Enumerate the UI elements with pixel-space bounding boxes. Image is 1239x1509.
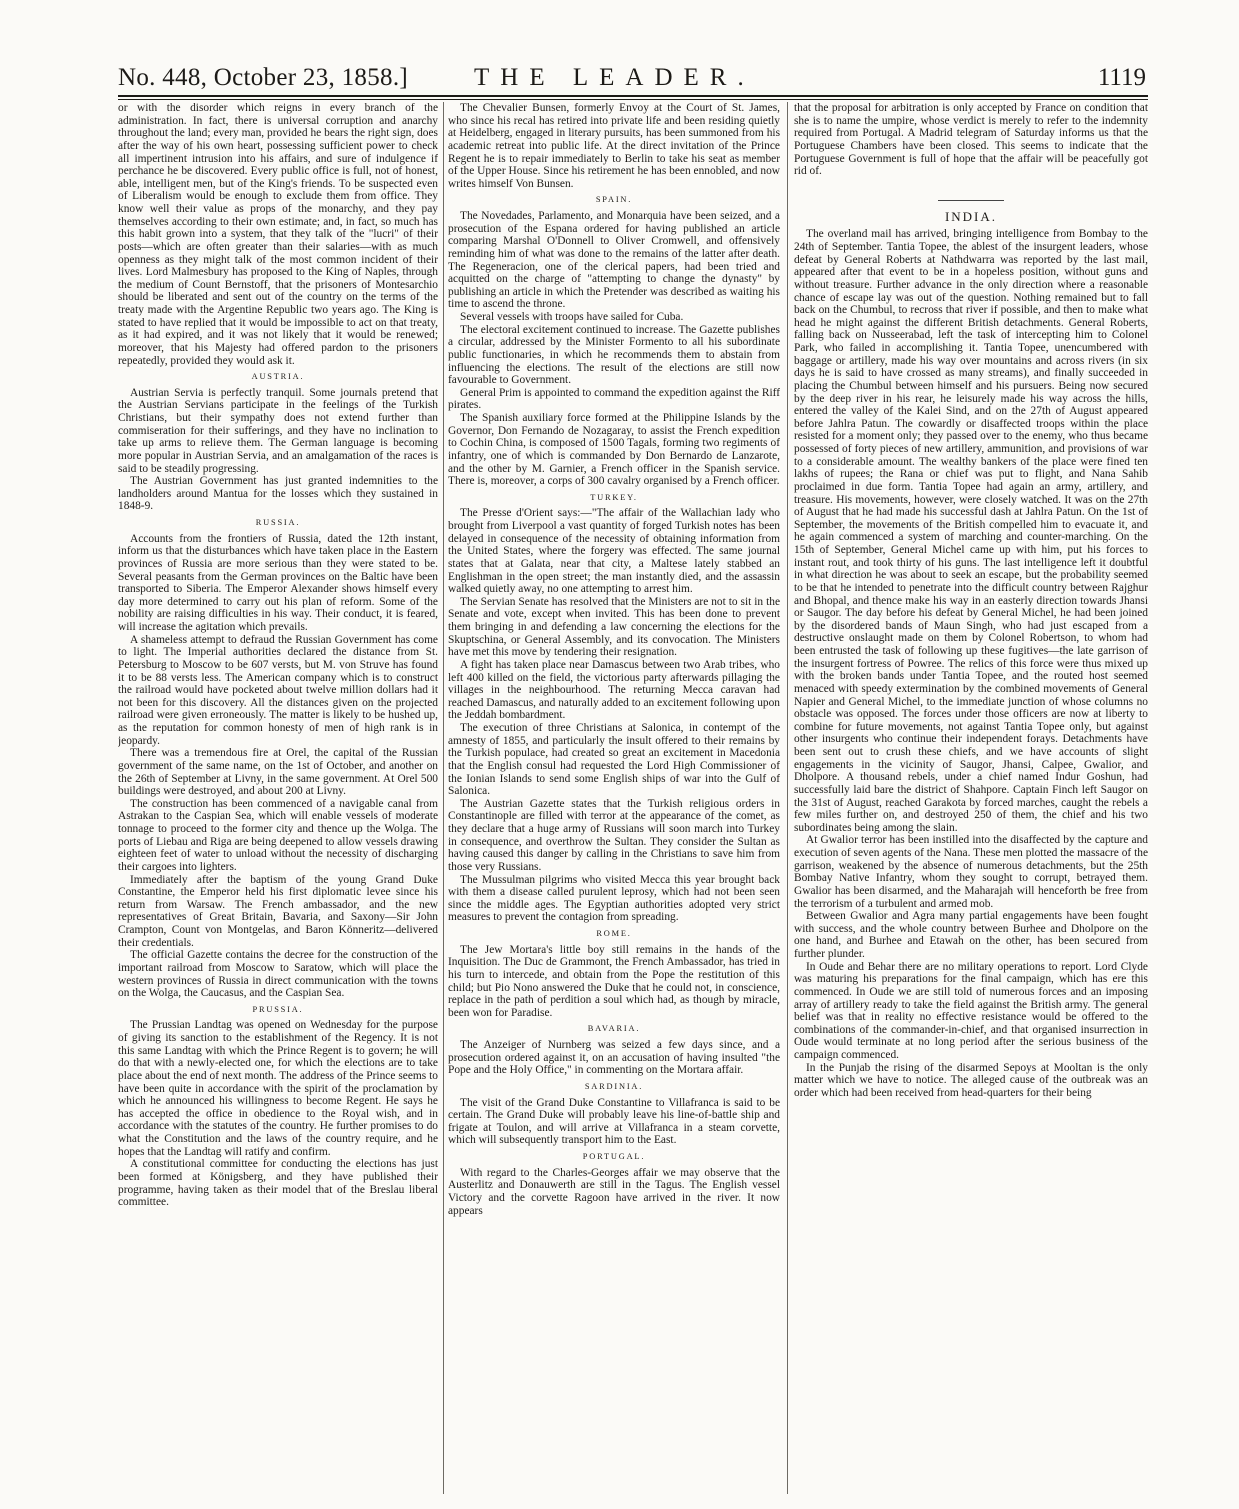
section-heading-portugal: PORTUGAL.	[582, 1152, 646, 1161]
paragraph: General Prim is appointed to command the expedition against the Riff pirates.	[448, 386, 780, 412]
column-divider	[443, 102, 444, 1494]
paragraph: The visit of the Grand Duke Constantine to Villafranca is said to be certain. The Grand Duke will probably leave his line-of-battle ship and frigate at Toulon, and will arrive at Villafranca in a steam corvette, which will subsequently transport him to the East.	[448, 1096, 780, 1147]
paragraph: The Austrian Government has just granted indemnities to the landholders around Mantua for the losses which they sustained in 1848-9.	[118, 475, 438, 513]
paragraph: The Chevalier Bunsen, formerly Envoy at the Court of St. James, who since his recal has retired into private life and been residing quietly at Heidelberg, engaged in literary pursuits, has been summoned from his academic retreat into public life. At the direct invitation of the Prince Regent he is to repair immediately to Berlin to take his seat as member of the Upper House. Since his retirement he has been ennobled, and now writes himself Von Bunsen.	[448, 102, 780, 190]
section-heading-sardinia: SARDINIA.	[584, 1081, 644, 1091]
section-heading-austria: AUSTRIA.	[251, 372, 305, 382]
header-rule-thin	[118, 99, 1148, 100]
newspaper-title: THE LEADER.	[474, 64, 755, 91]
section-heading-india: INDIA.	[944, 208, 998, 224]
paragraph: Accounts from the frontiers of Russia, dated the 12th instant, inform us that the disturbances which have taken place in the Eastern provinces of Russia are more serious than they were stated to be. Several peasants from the German provinces on the Baltic have been transported to Siberia. The Emperor Alexander shows himself every day more determined to carry out his plan of reform. Some of the nobility are raising difficulties in his way. Their conduct, it is feared, will increase the agitation which prevails.	[118, 532, 438, 633]
paragraph: At Gwalior terror has been instilled into the disaffected by the capture and execution of seven agents of the Nana. These men plotted the massacre of the garrison, weakened by the absence of numerous detachments, but the 25th Bombay Native Infantry, whom they sought to corrupt, betrayed them. Gwalior has been disarmed, and the Maharajah will henceforth be free from the terrorism of a turbulent and armed mob.	[794, 834, 1148, 910]
paragraph: Several vessels with troops have sailed for Cuba.	[460, 311, 684, 323]
paragraph: The Spanish auxiliary force formed at the Philippine Islands by the Governor, Don Fernando de Nozagaray, to assist the French expedition to Cochin China, is composed of 1500 Tagals, forming two regiments of infantry, one of which is commanded by Don Bernardo de Lanzarote, and the other by M. Garnier, a French officer in the Spanish service. There is, moreover, a corps of 300 cavalry organised by a French officer.	[448, 412, 780, 488]
section-heading-turkey: TURKEY.	[590, 492, 638, 502]
column-1	[118, 102, 438, 1494]
paragraph: The electoral excitement continued to increase. The Gazette publishes a circular, addressed by the Minister Formento to all his subordinate public functionaries, in which he recommends them to abstain from influencing the elections. The result of the elections are still now favourable to Government.	[448, 323, 780, 387]
paragraph: The execution of three Christians at Salonica, in contempt of the amnesty of 1855, and particularly the insult offered to their remains by the Turkish populace, had created so great an excitement in Macedonia that the English consul had requested the Lord High Commissioner of the Ionian Islands to send some English ships of war into the Gulf of Salonica.	[448, 722, 780, 798]
paragraph: In Oude and Behar there are no military operations to report. Lord Clyde was maturing his preparations for the final campaign, which has ere this commenced. In Oude we are still told of numerous forces and an imposing array of artillery ready to take the field against the British army. The general belief was that in reality no effective resistance would be offered to the combinations of the commander-in-chief, and that organised insurrection in Oude would terminate at no long period after the serious business of the campaign commenced.	[794, 960, 1148, 1061]
paragraph: The Novedades, Parlamento, and Monarquia have been seized, and a prosecution of the Espana ordered for having published an article comparing Marshal O'Donnell to Oliver Cromwell, and offensively reminding him of what was done to the remains of the latter after death. The Regeneracion, one of the clerical papers, had been tried and acquitted on the charge of "attempting to change the dynasty" by publishing an article in which the Pretender was described as waiting his time to ascend the throne.	[448, 210, 780, 311]
section-heading-bavaria: BAVARIA.	[587, 1024, 641, 1034]
section-heading-russia: RUSSIA.	[255, 518, 301, 527]
paragraph: In the Punjab the rising of the disarmed Sepoys at Mooltan is the only matter which we have to notice. The alleged cause of the outbreak was an order which had been received from head-quarters for their being	[794, 1061, 1148, 1099]
paragraph: With regard to the Charles-Georges affair we may observe that the Austerlitz and Donauwerth are still in the Tagus. The English vessel Victory and the corvette Ragoon have arrived in the river. It now appears	[448, 1166, 780, 1217]
paragraph: The Prussian Landtag was opened on Wednesday for the purpose of giving its sanction to the establishment of the Regency. It is not this same Landtag with which the Prince Regent is to govern; he will do that with a newly-elected one, for which the elections are to take place about the end of next month. The address of the Prince seems to have been quite in accordance with the spirit of the proclamation by which he announced his willingness to become Regent. He says he has accepted the office in obedience to the Royal wish, and in accordance with the statutes of the country. He further promises to do what the Constitution and the laws of the country require, and he hopes that the Landtag will ratify and confirm.	[118, 1019, 438, 1158]
paragraph: A shameless attempt to defraud the Russian Government has come to light. The Imperial authorities declared the distance from St. Petersburg to Moscow to be 607 versts, but M. von Struve has found it to be 88 versts less. The American company which is to construct the railroad would have pocketed about twelve million dollars had it not been for this discovery. All the distances given on the projected railroad were given erroneously. The matter is likely to be hushed up, as the reputation for common honesty of men of high rank is in jeopardy.	[118, 633, 438, 747]
paragraph: The construction has been commenced of a navigable canal from Astrakan to the Caspian Sea, which will enable vessels of moderate tonnage to proceed to the former city and thence up the Wolga. The ports of Liebau and Riga are being deepened to allow vessels drawing eighteen feet of water to unload without the necessity of discharging their cargoes into lighters.	[118, 797, 438, 873]
paragraph: Austrian Servia is perfectly tranquil. Some journals pretend that the Austrian Servians participate in the feelings of the Turkish Christians, but their sympathy does not extend further than commiseration for their sufferings, and they have no inclination to take up arms to relieve them. The German language is becoming more popular in Austrian Servia, and an amalgamation of the races is said to be steadily progressing.	[118, 386, 438, 475]
column-3	[794, 102, 1148, 1494]
paragraph: There was a tremendous fire at Orel, the capital of the Russian government of the same name, on the 1st of October, and another on the 26th of September at Livny, in the same government. At Orel 500 buildings were destroyed, and about 200 at Livny.	[118, 747, 438, 798]
header-rule	[118, 95, 1148, 97]
section-heading-prussia: PRUSSIA.	[252, 1004, 304, 1014]
column-divider	[787, 102, 788, 1494]
issue-line: No. 448, October 23, 1858.]	[118, 64, 408, 91]
paragraph: The Mussulman pilgrims who visited Mecca this year brought back with them a disease called purulent leprosy, which had not been seen since the middle ages. The Egyptian authorities adopted very strict measures to prevent the contagion from spreading.	[448, 873, 780, 924]
paragraph: Between Gwalior and Agra many partial engagements have been fought with success, and the whole country between Burhee and Dholpore on the one hand, and Burhee and Etawah on the other, has been secured from further plunder.	[794, 910, 1148, 960]
paragraph: The Presse d'Orient says:—"The affair of the Wallachian lady who brought from Liverpool a vast quantity of forged Turkish notes has been delayed in consequence of the necessity of obtaining information from the United States, where the forgery was effected. The same journal states that at Galata, near that city, a Maltese lately stabbed an Englishman in the open street; the man instantly died, and the assassin walked quietly away, no one attempting to arrest him.	[448, 507, 780, 596]
paragraph: The Servian Senate has resolved that the Ministers are not to sit in the Senate and vote, except when invited. This has been done to prevent them bringing in and defending a law concerning the elections for the Skuptschina, or General Assembly, and its convocation. The Ministers have met this move by tendering their resignation.	[448, 595, 780, 659]
paragraph: A constitutional committee for conducting the elections has just been formed at Königsberg, and they have published their programme, having taken as their model that of the Breslau liberal committee.	[118, 1158, 438, 1209]
masthead	[118, 60, 1146, 96]
page-number: 1119	[1097, 64, 1146, 91]
paragraph: The Jew Mortara's little boy still remains in the hands of the Inquisition. The Duc de Grammont, the French Ambassador, has tried in his turn to intercede, and obtain from the Pope the restitution of this child; but Pio Nono answered the Duke that he could not, in conscience, replace in the path of perdition a soul which had, as though by miracle, been won for Paradise.	[448, 943, 780, 1019]
paragraph: The official Gazette contains the decree for the construction of the important railroad from Moscow to Saratow, which will place the western provinces of Russia in direct communication with the towns on the Wolga, the Caucasus, and the Caspian Sea.	[118, 949, 438, 1000]
paragraph: A fight has taken place near Damascus between two Arab tribes, who left 400 killed on the field, the victorious party afterwards pillaging the villages in the neighbourhood. The returning Mecca caravan had reached Damascus, and naturally added to an excitement following upon the Jeddah bombardment.	[448, 658, 780, 722]
paragraph: The Anzeiger of Nurnberg was seized a few days since, and a prosecution ordered against it, on an accusation of having insulted "the Pope and the Holy Office," in commenting on the Mortara affair.	[448, 1039, 780, 1077]
paragraph: The overland mail has arrived, bringing intelligence from Bombay to the 24th of September. Tantia Topee, the ablest of the insurgent leaders, whose defeat by General Roberts at Nathdwarra was reported by the last mail, appeared after that event to be in a hopeless position, without guns and without treasure. Further advance in the only direction where a reasonable chance of escape lay was out of the question. Nothing remained but to fall back on the Chumbul, to recross that river if possible, and then to make what head he might against the different British detachments. General Roberts, falling back on Nusseerabad, left the task of intercepting him to Colonel Park, who failed in accomplishing it. Tantia Topee, unencumbered with baggage or artillery, made his way over mountains and across rivers (in six days he is said to have crossed as many streams), and finally succeeded in placing the Chumbul between himself and his pursuers. Being now secured by the deep river in his rear, he leisurely made his way across the hills, entered the valley of the Kalei Sind, and on the 27th of August appeared before Jahlra Patun. The cowardly or disaffected troops within the place resisted for a moment only; they passed over to the enemy, who thus became possessed of forty pieces of new artillery, ammunition, and provisions of war to a considerable amount. The wealthy bankers of the place were fined ten lakhs of rupees; the Rana or chief was put to flight, and Nana Sahib proclaimed in due form. Tantia Topee had again an army, artillery, and treasure. His movements, however, were closely watched. It was on the 27th of August that he had made his successful dash at Jahlra Patun. On the 1st of September, the movements of the British compelled him to evacuate it, and he again commenced a system of marching and counter-marching. On the 15th of September, General Michel came up with him, put his forces to instant rout, and took thirty of his guns. The last intelligence left it doubtful in what direction he was about to seek an escape, but the probability seemed to be that he intended to penetrate into the difficult country between Rajghur and Bhopal, and thence make his way in an easterly direction towards Jhansi or Saugor. The day before his defeat by General Michel, he had been joined by the disordered bands of Maun Singh, who had just escaped from a destructive onslaught made on them by Colonel Robertson, to whom had been entrusted the task of following up these fugitives—the late garrison of the insurgent fortress of Powree. The relics of this force were thus mixed up with the broken bands under Tantia Topee, and the routed host seemed menaced with speedy extermination by the combined movements of General Napier and General Michel, to the immediate junction of whose columns no obstacle was opposed. The forces under those officers are now at liberty to combine for future movements, not against Tantia Topee only, but against other insurgents who continue their independent forays. Detachments have been sent out to crush these chiefs, and we have accounts of slight engagements in the vicinity of Saugor, Jhansi, Calpee, Gwalior, and Dholpore. A thousand rebels, under a chief named Indur Goshun, had successfully laid bare the district of Shahpore. Captain Finch left Saugor on the 31st of August, reached Garakota by forced marches, caught the rebels a few miles further on, and destroyed 250 of them, the chief and his two subordinates being among the slain.	[794, 228, 1148, 834]
paragraph: or with the disorder which reigns in every branch of the administration. In fact, there is universal corruption and anarchy throughout the land; every man, provided he bears the right sign, does after the way of his own heart, possessing sufficient power to check all impertinent intrusion into his affairs, and sure of indulgence if perchance he be discovered. Every public office is full, not of honest, able, intelligent men, but of the King's friends. To be suspected even of Liberalism would be enough to exclude them from office. They know well their value as props of the monarchy, and they pay themselves according to their own estimate; and, in fact, so much has this habit grown into a system, that they talk of the "lucri" of their posts—which are often greater than their salaries—with as much openness as they might talk of the most common incident of their lives. Lord Malmesbury has proposed to the King of Naples, through the medium of Count Bernstoff, that the prisoners of Montesarchio should be liberated and sent out of the country on the terms of the treaty made with the Argentine Republic two years ago. The King is stated to have replied that it would be impossible to act on that treaty, as it had expired, and it was not likely that it would be renewed; moreover, that his Majesty had offered pardon to the prisoners repeatedly, provided they would ask it.	[118, 102, 438, 367]
paragraph: The Austrian Gazette states that the Turkish religious orders in Constantinople are filled with terror at the appearance of the comet, as they declare that a huge army of Russians will soon march into Turkey in consequence, and overthrow the Sultan. They consider the Sultan as having caused this danger by calling in the Christians to save him from those very Russians.	[448, 797, 780, 873]
section-heading-rome: ROME.	[596, 929, 632, 938]
section-heading-spain: SPAIN.	[595, 195, 633, 205]
paragraph: Immediately after the baptism of the young Grand Duke Constantine, the Emperor held his first diplomatic levee since his return from Warsaw. The French ambassador, and the new representatives of Great Britain, Bavaria, and Saxony—Sir John Crampton, Count von Montgelas, and Baron Könneritz—delivered their credentials.	[118, 873, 438, 949]
paragraph: that the proposal for arbitration is only accepted by France on condition that she is to name the umpire, whose verdict is merely to refer to the indemnity required from Portugal. A Madrid telegram of Saturday informs us that the Portuguese Chambers have been closed. This seems to indicate that the Portuguese Government is full of hope that the affair will be peacefully got rid of.	[794, 102, 1148, 178]
section-separator	[938, 200, 1004, 201]
column-2	[448, 102, 780, 1494]
